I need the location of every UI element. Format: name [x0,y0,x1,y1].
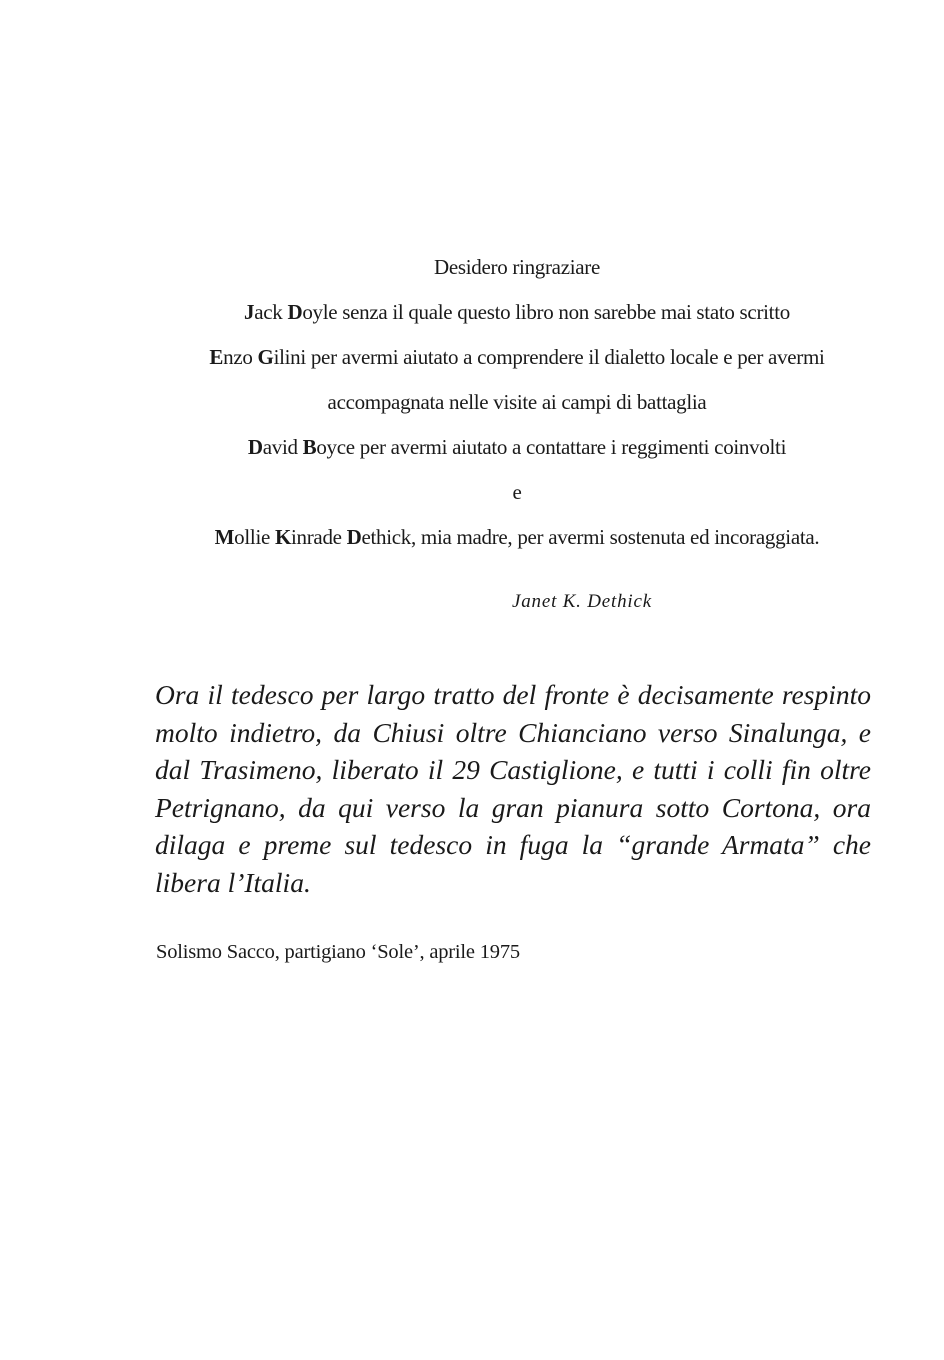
acknowledgement-continuation: accompagnata nelle visite ai campi di battaglia [327,390,707,414]
name-initial: D [346,525,362,549]
acknowledgements-block [150,250,884,565]
name-part: oyle [302,300,338,324]
name-initial: B [302,435,317,459]
name-initial: E [209,345,224,369]
acknowledgement-text: per avermi aiutato a contattare i reggimenti coinvolti [354,435,787,459]
acknowledgement-mollie-kinrade-dethick [150,520,884,565]
acknowledgement-conjunction: e [512,480,522,504]
name-initial: J [244,300,255,324]
author-signature: Janet K. Dethick [512,591,652,612]
name-initial: D [247,435,263,459]
epigraph-quote: Ora il tedesco per largo tratto del fronte è decisamente respinto molto indietro, da Chiusi oltre Chianciano verso Sinalunga, e dal Trasimeno, liberato il 29 Castiglione, e tutti i colli fin oltre Petrignano, da qui verso la gran pianura sotto Cortona, ora dilaga e preme sul tedesco in fuga la “grande Armata” che libera l’Italia. [155,679,871,898]
name-part: nzo [223,345,258,369]
name-initial: G [257,345,274,369]
acknowledgements-intro: Desidero ringraziare [434,255,600,279]
acknowledgement-text: , mia madre, per avermi sostenuta ed incoraggiata. [411,525,820,549]
name-initial: K [274,525,291,549]
name-initial: D [287,300,303,324]
acknowledgement-david-boyce [150,430,884,475]
acknowledgement-jack-doyle [150,295,884,340]
name-part: avid [262,435,303,459]
acknowledgement-text: senza il quale questo libro non sarebbe mai stato scritto [337,300,790,324]
name-part: ack [254,300,288,324]
acknowledgement-enzo-gilini [150,340,884,385]
name-part: ollie [234,525,275,549]
name-part: inrade [291,525,347,549]
quote-attribution: Solismo Sacco, partigiano ‘Sole’, aprile 1975 [156,941,520,963]
name-part: ilini [273,345,306,369]
name-initial: M [214,525,235,549]
name-part: ethick [361,525,412,549]
name-part: oyce [316,435,355,459]
acknowledgement-text: per avermi aiutato a comprendere il dialetto locale e per avermi [305,345,825,369]
